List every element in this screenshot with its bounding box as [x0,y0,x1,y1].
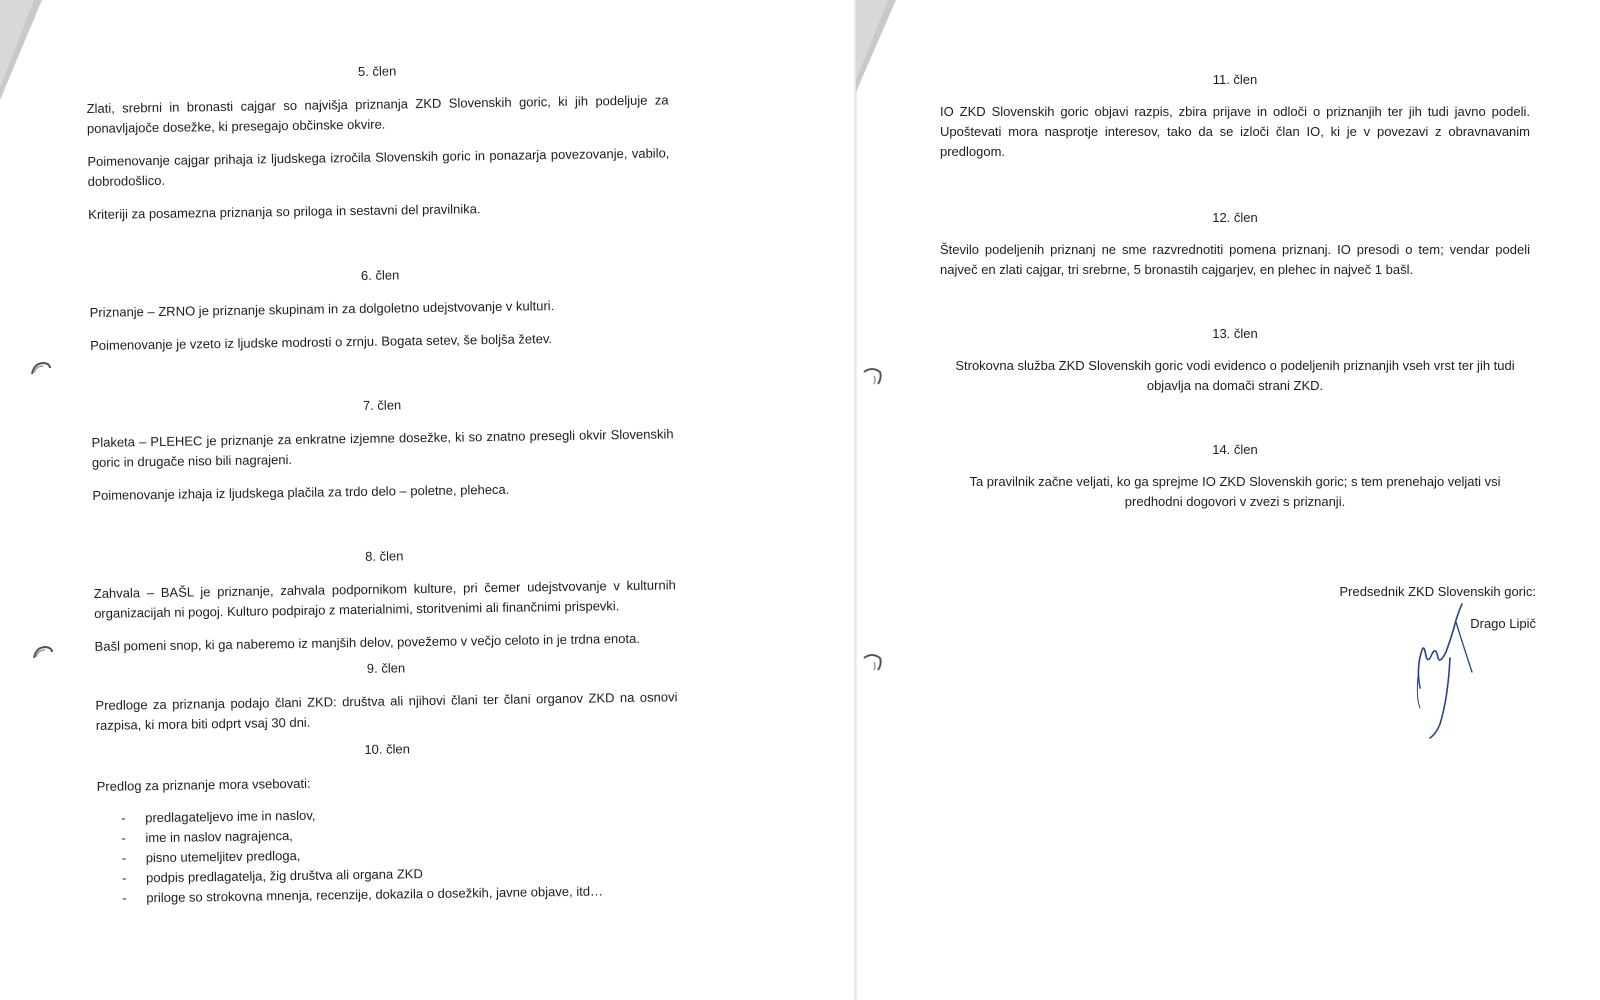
left-page-content [86,57,680,909]
list-dash: - [121,810,126,826]
article-9 [95,654,678,736]
article-12 [940,208,1530,280]
article-paragraph: Zahvala – BAŠL je priznanje, zahvala podpornikom kulture, pri čemer udejstvovanje v kulturnih organizacijah ni pogoj. Kulturo podpirajo z materialnimi, storitvenimi ali finančnimi prispevki. [93,577,676,621]
article-paragraph: Strokovna služba ZKD Slovenskih goric vodi evidenco o podeljenih priznanjih vseh vrst ter jih tudi objavlja na domači strani ZKD. [955,358,1515,393]
article-paragraph: Število podeljenih priznanj ne sme razvrednotiti pomena priznanj. IO presodi o tem; vendar podeli največ en zlati cajgar, tri srebrne, 5 bronastih cajgarjev, en plehec in največ 1 bašl. [940,242,1530,277]
article-5 [86,57,670,225]
article-heading: 10. člen [364,741,411,757]
article-paragraph: Predloge za priznanja podajo člani ZKD: društva ali njihovi člani ter člani organov ZKD na osnovi razpisa, ki mora biti odprt vsaj 30 dni. [95,689,678,733]
right-page-fold-corner-inner [856,0,888,80]
handwritten-signature-icon [1412,598,1512,748]
article-heading: 8. člen [365,548,404,564]
left-page-fold-corner-inner [0,0,34,88]
list-dash: - [121,850,127,866]
article-paragraph: Kriteriji za posamezna priznanja so priloga in sestavni del pravilnika. [88,201,481,222]
article-heading: 6. člen [360,267,400,283]
article-paragraph: Poimenovanje izhaja iz ljudskega plačila za trdo delo – poletne, pleheca. [92,481,510,503]
list-item-text: predlagateljevo ime in naslov, [145,807,316,826]
article-paragraph: Plaketa – PLEHEC je priznanje za enkratne izjemne dosežke, ki so znatno presegli okvir Slovenskih goric in drugače niso bili nagrajeni. [91,426,674,470]
article-8 [93,542,677,657]
article-7 [91,391,675,506]
article-paragraph: Zlati, srebrni in bronasti cajgar so najvišja priznanja ZKD Slovenskih goric, ki jih podeljuje za ponavljajoče dosežke, ki presegajo občinske okvire. [86,92,669,136]
list-item-text: priloge so strokovna mnenja, recenzije, dokazila o dosežkih, javne objave, itd… [146,883,604,906]
article-10 [96,735,680,909]
signatory-title: Predsednik ZKD Slovenskih goric: [1339,584,1536,599]
list-item-text: ime in naslov nagrajenca, [145,828,293,846]
list-item-text: podpis predlagatelja, žig društva ali organa ZKD [145,866,423,886]
article-heading: 14. člen [1212,442,1258,457]
page-gutter [854,0,857,1000]
right-page-content [940,70,1530,512]
punch-hole-icon [32,644,54,666]
list-dash: - [121,830,126,846]
article-13 [940,324,1530,396]
article-heading: 11. člen [1212,72,1258,87]
article-heading: 9. člen [366,660,406,676]
article-14 [940,440,1530,512]
article-6 [89,261,672,356]
article-paragraph: Priznanje – ZRNO je priznanje skupinam in za dolgoletno udejstvovanje v kulturi. [89,298,555,320]
article-heading: 13. člen [1212,326,1258,341]
punch-hole-icon [30,360,52,382]
article-heading: 7. člen [362,397,402,413]
list-dash: - [122,890,127,906]
article-paragraph: Poimenovanje cajgar prihaja iz ljudskega izročila Slovenskih goric in ponazarja povezovanje, vabilo, dobrodošlico. [87,145,670,189]
article-paragraph: Predlog za priznanje mora vsebovati: [96,775,311,794]
requirements-list [97,800,680,909]
article-paragraph: Ta pravilnik začne veljati, ko ga sprejme IO ZKD Slovenskih goric; s tem prenehajo veljati vsi predhodni dogovori v zvezi s priznanji. [969,474,1501,509]
list-dash: - [121,870,127,886]
article-11 [940,70,1530,162]
signatory-name: Drago Lipič [1470,616,1536,631]
punch-hole-icon [862,366,884,388]
article-heading: 5. člen [357,63,397,79]
article-paragraph: Poimenovanje je vzeto iz ljudske modrosti o zrnju. Bogata setev, še boljša žetev. [90,331,553,353]
article-paragraph: IO ZKD Slovenskih goric objavi razpis, zbira prijave in odloči o priznanjih ter jih tudi javno podeli. Upoštevati mora nasprotje interesov, tako da se izloči član IO, ki je v povezavi z obravnavanim predlogom. [940,104,1530,159]
list-item-text: pisno utemeljitev predloga, [145,847,301,866]
article-paragraph: Bašl pomeni snop, ki ga naberemo iz manjših delov, povežemo v večjo celoto in je trdna enota. [94,630,641,654]
punch-hole-icon [862,652,884,674]
article-heading: 12. člen [1212,210,1258,225]
